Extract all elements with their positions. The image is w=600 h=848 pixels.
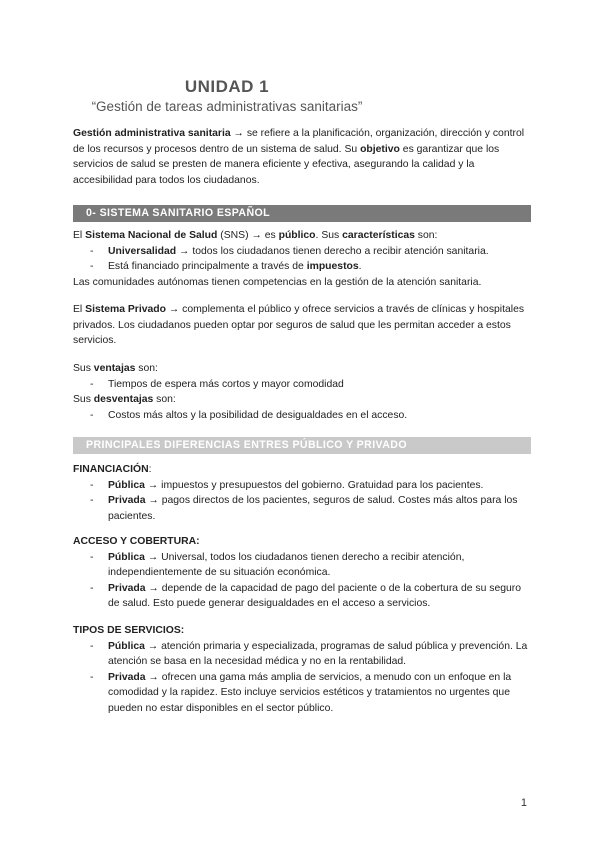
sns-paragraph [73, 228, 531, 290]
acc-priv-rest: → depende de la capacidad de pago del paciente o de la cobertura de su seguro de salud. Esto puede generar desigualdades en el acceso a servicios. [108, 582, 522, 609]
priv-bold: Sistema Privado [85, 304, 166, 315]
item2-end: . [358, 261, 362, 272]
sns-bold: Sistema Nacional de Salud [85, 230, 218, 241]
desv-end: son: [153, 394, 176, 405]
section-heading-sistema: 0- SISTEMA SANITARIO ESPAÑOL [73, 205, 531, 222]
vent-pre: Sus [73, 363, 94, 374]
list-item [73, 550, 531, 581]
intro-term: Gestión administrativa sanitaria [73, 128, 231, 139]
tip-head: TIPOS DE SERVICIOS: [73, 625, 185, 636]
ventajas-block [73, 361, 531, 423]
tip-priv-rest: → ofrecen una gama más amplia de servicios, a menudo con un enfoque en la comodidad y la rapidez. Esto incluye servicios estéticos y tratamientos no urgentes que pueden no estar disponibles en el sector público. [108, 671, 512, 714]
desv-pre: Sus [73, 394, 94, 405]
fin-pub-rest: → impuestos y presupuestos del gobierno. Gratuidad para los pacientes. [144, 479, 484, 491]
ccaa-line: Las comunidades autónomas tienen competencias en la gestión de la atención sanitaria. [73, 276, 482, 288]
priv-rest: → complementa el público y ofrece servicios a través de clínicas y hospitales privados. Los ciudadanos pueden optar por seguros de salud que les permitan acceder a estos servicios. [73, 304, 525, 346]
acc-pub-bold: Pública [108, 551, 145, 563]
item1-bold: Universalidad [108, 245, 177, 257]
list-item [73, 493, 531, 524]
fin-pub-bold: Pública [108, 479, 145, 491]
list-item: - Tiempos de espera más cortos y mayor comodidad [73, 377, 531, 393]
list-item [73, 478, 531, 494]
acc-priv-bold: Privada [108, 582, 146, 594]
fin-priv-bold: Privada [108, 495, 146, 506]
acc-pub-rest: → Universal, todos los ciudadanos tienen derecho a recibir atención, independientemente de su situación económica. [108, 551, 465, 578]
list-item [73, 639, 531, 670]
tip-pub-bold: Pública [108, 640, 145, 652]
item1-rest: → todos los ciudadanos tienen derecho a recibir atención sanitaria. [176, 245, 489, 257]
item2-pre: Está financiado principalmente a través de [108, 261, 307, 272]
privado-paragraph [73, 302, 531, 349]
page-subtitle: “Gestión de tareas administrativas sanitarias” [91, 99, 363, 114]
section-heading-diferencias: PRINCIPALES DIFERENCIAS ENTRES PÚBLICO Y PRIVADO [73, 437, 531, 454]
sns-caracteristicas: características [342, 230, 415, 241]
sns-mid2: . Sus [315, 230, 343, 241]
acc-head: ACCESO Y COBERTURA: [73, 536, 200, 547]
desv-bold: desventajas [93, 394, 154, 405]
list-item [73, 581, 531, 612]
intro-objetivo: objetivo [360, 143, 400, 155]
page-title: UNIDAD 1 [184, 77, 270, 96]
tipos-block [73, 623, 531, 716]
fin-head: FINANCIACIÓN [73, 464, 149, 475]
fin-colon: : [148, 464, 152, 475]
sns-publico: público [278, 230, 316, 241]
acceso-block [73, 534, 531, 612]
fin-priv-rest: → pagos directos de los pacientes, seguros de salud. Costes más altos para los pacientes. [108, 495, 518, 522]
list-item: - Costos más altos y la posibilidad de desigualdades en el acceso. [73, 408, 531, 424]
financiacion-block [73, 462, 531, 524]
page-number: 1 [520, 797, 527, 809]
intro-paragraph [73, 126, 531, 188]
item2-bold: impuestos [306, 261, 359, 272]
intro-text: → se refiere a la planificación, organización, dirección y control de los recursos y procesos dentro de un sistema de salud. Su [73, 128, 525, 155]
tip-pub-rest: → atención primaria y especializada, programas de salud pública y prevención. La atención se basa en la necesidad médica y no en la rentabilidad. [108, 640, 528, 667]
sns-mid: (SNS) → es [217, 230, 279, 241]
sns-pre: El [73, 230, 86, 241]
tip-priv-bold: Privada [108, 671, 146, 683]
intro-rest: es garantizar que los servicios de salud se presten de manera eficiente y efectiva, asegurando la calidad y la accesibilidad para todos los ciudadanos. [73, 143, 500, 186]
list-item [73, 244, 531, 260]
list-item [73, 259, 531, 275]
priv-pre: El [73, 304, 86, 315]
vent-bold: ventajas [93, 363, 136, 374]
vent-end: son: [135, 363, 158, 374]
list-item [73, 670, 531, 717]
sns-end: son: [414, 230, 438, 241]
